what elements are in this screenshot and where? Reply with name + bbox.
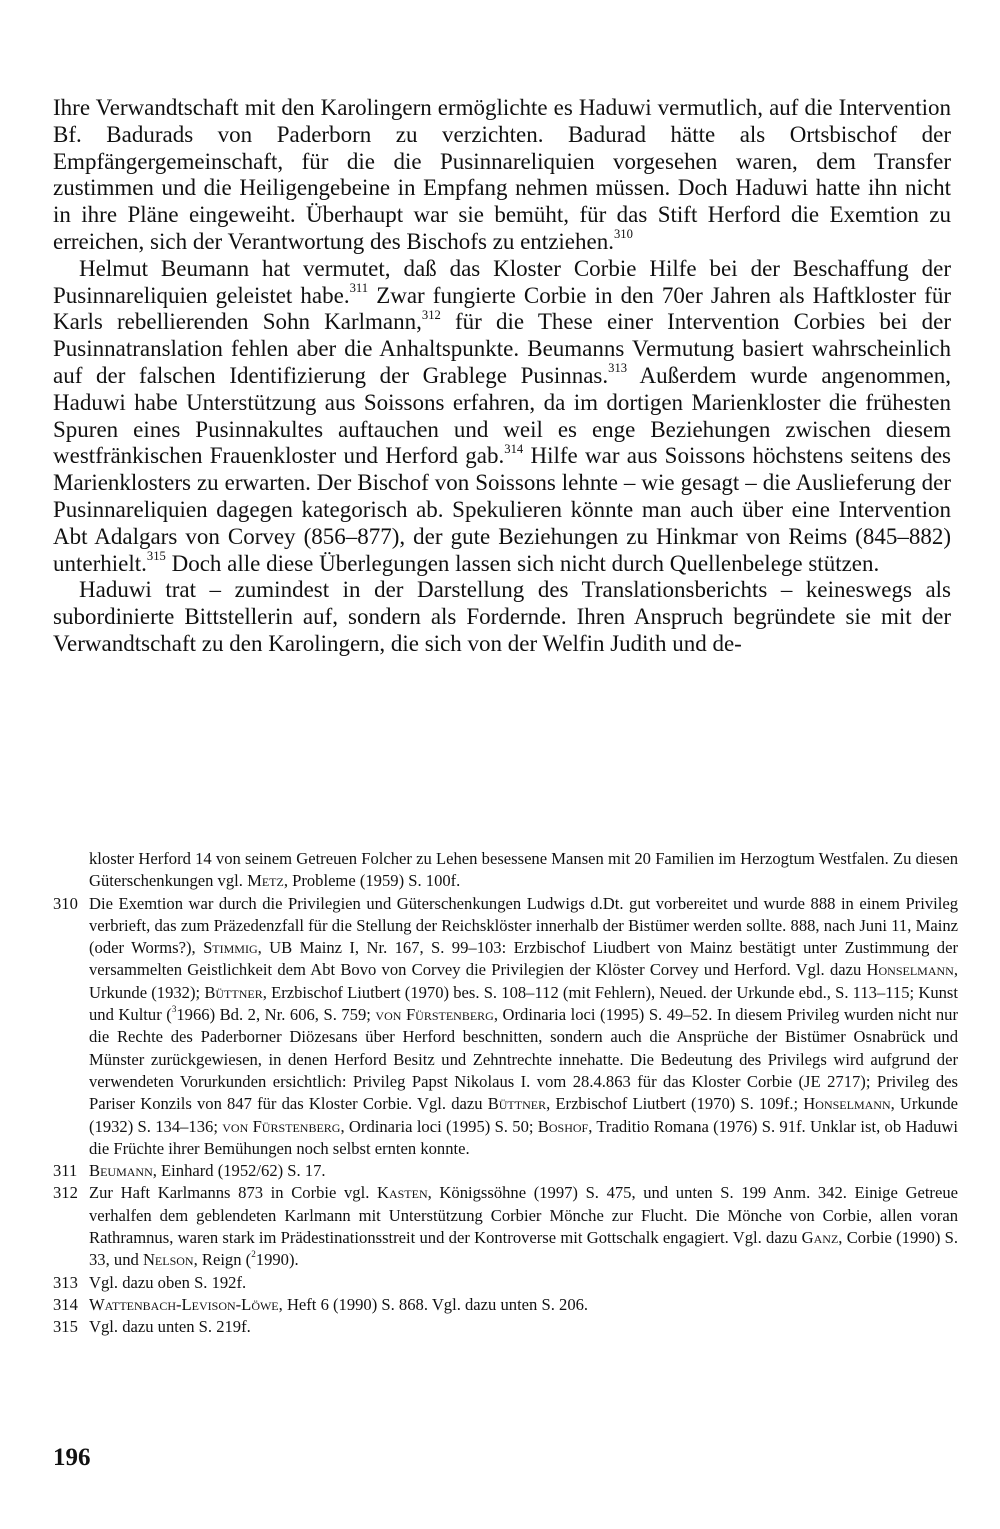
footnote-continuation: kloster Herford 14 von seinem Getreuen Folcher zu Lehen besessene Mansen mit 20 Familien im Herzogtum Westfalen. Zu diesen Güterschenkungen vgl. Metz, Probleme (1959) S. 100f. [89,849,958,891]
footnote-ref-312[interactable]: 312 [421,307,441,322]
footnote-313 [53,1272,958,1294]
footnote-ref-314[interactable]: 314 [504,441,524,456]
footnote-text: Beumann, Einhard (1952/62) S. 17. [89,1161,326,1181]
footnote-number: 313 [53,1272,78,1292]
footnote-text: Vgl. dazu unten S. 219f. [89,1317,251,1337]
footnote-number: 310 [53,893,78,913]
footnote-number: 315 [53,1317,78,1337]
footnote-text: Vgl. dazu oben S. 192f. [89,1272,247,1292]
footnote-text: Zur Haft Karlmanns 873 in Corbie vgl. Kasten, Königssöhne (1997) S. 475, und unten S. 199 Anm. 342. Einige Getreue verhalfen dem geblendeten Karlmann mit Unterstützung Corbier Mönche zur Flucht. Die Mönche von Corbie, allen voran Rathramnus, waren stark im Prädestinationsstreit und der Kontroverse mit Gottschalk engagiert. Vgl. dazu Ganz, Corbie (1990) S. 33, und Nelson, Reign ($^2$1990). [89,1183,958,1270]
footnote-310 [53,893,958,1161]
footnote-312 [53,1182,958,1271]
footnote-ref-313[interactable]: 313 [608,361,628,376]
footnote-315 [53,1316,958,1338]
main-text [53,95,951,658]
footnote-text: Die Exemtion war durch die Privilegien und Güterschenkungen Ludwigs d.Dt. gut vorbereitet und wurde 888 in einem Privileg verbrieft, das zum Präzedenzfall für die Stellung der Reichsklöster innerhalb der Bistümer werden sollte. 888, nach Juni 11, Mainz (oder Worms?), Stimmig, UB Mainz I, Nr. 167, S. 99–103: Erzbischof Liudbert von Mainz bestätigt unter Zustimmung der versammelten Geistlichkeit dem Abt Bovo von Corvey die Privilegien der Klöster Corvey und Herford. Vgl. dazu Honselmann, Urkunde (1932); Büttner, Erzbischof Liutbert (1970) bes. S. 108–112 (mit Fehlern), Neued. der Urkunde ebd., S. 113–115; Kunst und Kultur ($^3$1966) Bd. 2, Nr. 606, S. 759; von Fürstenberg, Ordinaria loci (1995) S. 49–52. In diesem Privileg wurden nicht nur die Rechte des Paderborner Diözesans über Herford beschnitten, sondern auch die Ansprüche der Bistümer Osnabrück und Münster zurückgewiesen, in denen Herford Besitz und Zehntrechte innehatte. Die Bedeutung des Privilegs wird aufgrund der verwendeten Vorurkunden ersichtlich: Privileg Papst Nikolaus I. vom 28.4.863 für das Kloster Corbie (JE 2717); Privileg des Pariser Konzils von 847 für das Kloster Corbie. Vgl. dazu Büttner, Erzbischof Liutbert (1970) S. 109f.; Honselmann, Urkunde (1932) S. 134–136; von Fürstenberg, Ordinaria loci (1995) S. 50; Boshof, Traditio Romana (1976) S. 91f. Unklar ist, ob Haduwi die Früchte ihrer Bemühungen noch selbst ernten konnte. [89,893,958,1158]
footnote-number: 314 [53,1294,78,1314]
footnote-number: 311 [53,1161,78,1181]
page-number: 196 [53,1444,91,1471]
footnote-ref-311[interactable]: 311 [349,281,369,296]
paragraph-3: Haduwi trat – zumindest in der Darstellung des Translationsberichts – keineswegs als subordinierte Bittstellerin auf, sondern als Fordernde. Ihren Anspruch begründete sie mit der Verwandtschaft zu den Karolingern, die sich von der Welfin Judith und de- [53,577,951,656]
footnote-number: 312 [53,1183,78,1203]
footnote-314 [53,1294,958,1316]
footnotes [53,848,958,1339]
paragraph-1: Ihre Verwandtschaft mit den Karolingern ermöglichte es Haduwi vermutlich, auf die Intervention Bf. Badurads von Paderborn zu verzichten. Badurad hätte als Ortsbischof der Empfängergemeinschaft, für die die Pusinnareliquien vorgesehen waren, dem Transfer zustimmen und die Heiligengebeine in Empfang nehmen müssen. Doch Haduwi hatte ihn nicht in ihre Pläne eingeweiht. Überhaupt war sie bemüht, für das Stift Herford die Exemtion zu erreichen, sich der Verantwortung des Bischofs zu entziehen.$^{310}$ [53,95,951,254]
footnote-ref-310[interactable]: 310 [613,227,633,242]
footnote-text: Wattenbach-Levison-Löwe, Heft 6 (1990) S. 868. Vgl. dazu unten S. 206. [89,1294,589,1314]
footnote-ref-315[interactable]: 315 [146,549,166,563]
paragraph-2: Helmut Beumann hat vermutet, daß das Kloster Corbie Hilfe bei der Beschaffung der Pusinnareliquien geleistet habe.$^{311}$ Zwar fungierte Corbie in den 70er Jahren als Haftkloster für Karls rebellierenden Sohn Karlmann,$^{312}$ für die These einer Intervention Corbies bei der Pusinnatranslation fehlen aber die Anhaltspunkte. Beumanns Vermutung basiert wahrscheinlich auf der falschen Identifizierung der Grablege Pusinnas.$^{313}$ Außerdem wurde angenommen, Haduwi habe Unterstützung aus Soissons erfahren, da im dortigen Marienkloster die frühesten Spuren eines Pusinnakultes auftauchen und weil es enge Beziehungen zwischen diesem westfränkischen Frauenkloster und Herford gab.$^{314}$ Hilfe war aus Soissons höchstens seitens des Marienklosters zu erwarten. Der Bischof von Soissons lehnte – wie gesagt – die Auslieferung der Pusinnareliquien dagegen kategorisch ab. Spekulieren könnte man auch über eine Intervention Abt Adalgars von Corvey (856–877), der gute Beziehungen zu Hinkmar von Reims (845–882) unterhielt.$^{315}$ Doch alle diese Überlegungen lassen sich nicht durch Quellenbelege stützen. [53,255,952,576]
footnote-311 [53,1160,958,1182]
